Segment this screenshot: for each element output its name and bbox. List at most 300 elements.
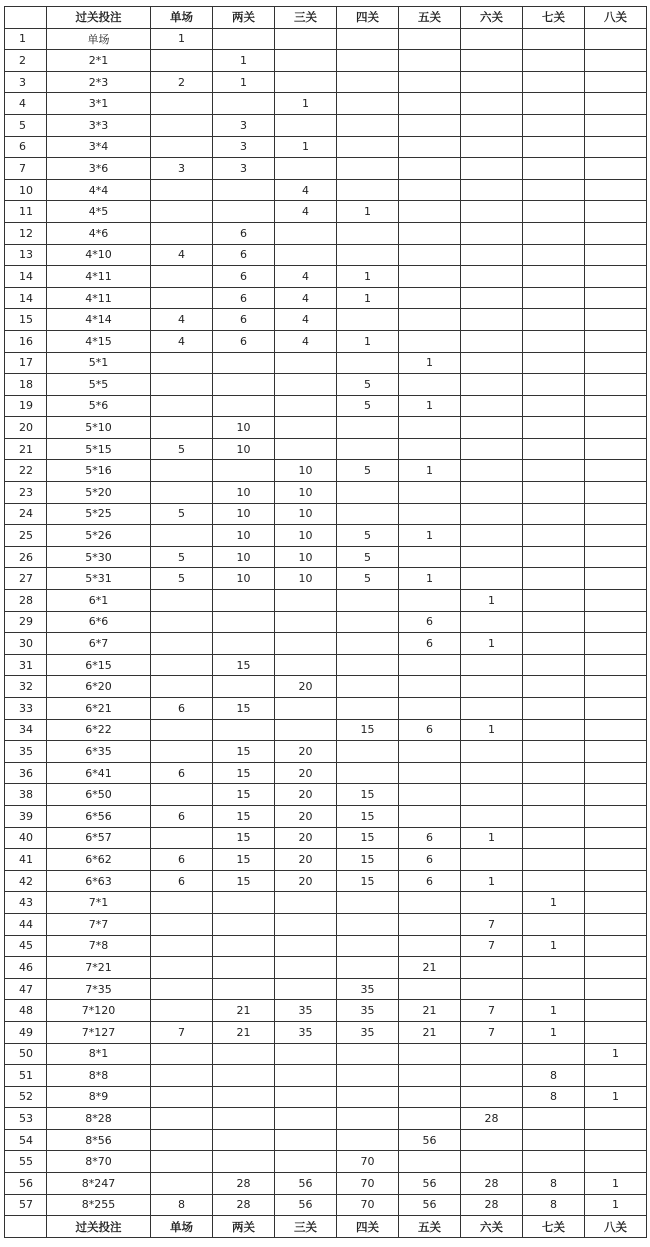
table-row (5, 784, 647, 806)
count-cell (275, 28, 337, 50)
count-cell: 5 (151, 568, 213, 590)
count-cell (461, 805, 523, 827)
count-cell: 4 (151, 309, 213, 331)
count-cell (461, 179, 523, 201)
parlay-type-cell: 6*50 (47, 784, 151, 806)
count-cell (213, 590, 275, 612)
count-cell (523, 698, 585, 720)
row-index-cell: 14 (5, 287, 47, 309)
count-cell: 10 (213, 438, 275, 460)
count-cell (399, 179, 461, 201)
count-cell (337, 935, 399, 957)
count-cell (585, 1000, 647, 1022)
count-cell (523, 568, 585, 590)
count-cell (523, 287, 585, 309)
count-cell (461, 1065, 523, 1087)
count-cell: 35 (337, 1000, 399, 1022)
count-cell: 1 (275, 93, 337, 115)
count-cell: 8 (523, 1194, 585, 1216)
count-cell: 20 (275, 741, 337, 763)
count-cell (399, 503, 461, 525)
count-cell (275, 913, 337, 935)
row-index-cell: 16 (5, 330, 47, 352)
table-row (5, 525, 647, 547)
count-cell (151, 482, 213, 504)
count-cell (585, 913, 647, 935)
count-cell (585, 1065, 647, 1087)
count-cell (461, 395, 523, 417)
count-cell (585, 201, 647, 223)
count-cell: 1 (585, 1043, 647, 1065)
count-cell (337, 222, 399, 244)
count-cell (399, 741, 461, 763)
count-cell (151, 892, 213, 914)
count-cell (585, 698, 647, 720)
parlay-type-cell: 4*4 (47, 179, 151, 201)
table-row (5, 244, 647, 266)
count-cell (523, 654, 585, 676)
count-cell (399, 158, 461, 180)
parlay-type-cell: 4*5 (47, 201, 151, 223)
count-cell: 8 (151, 1194, 213, 1216)
count-cell (151, 1065, 213, 1087)
parlay-type-cell: 8*255 (47, 1194, 151, 1216)
count-cell: 15 (337, 849, 399, 871)
parlay-type-cell: 6*21 (47, 698, 151, 720)
header-cell-parlay: 过关投注 (47, 7, 151, 29)
count-cell (275, 158, 337, 180)
count-cell (523, 309, 585, 331)
count-cell (461, 957, 523, 979)
count-cell (275, 935, 337, 957)
count-cell (275, 698, 337, 720)
parlay-type-cell: 4*11 (47, 266, 151, 288)
count-cell (275, 114, 337, 136)
row-index-cell: 24 (5, 503, 47, 525)
count-cell (585, 1129, 647, 1151)
count-cell: 6 (399, 719, 461, 741)
count-cell (585, 287, 647, 309)
table-row (5, 201, 647, 223)
count-cell (337, 309, 399, 331)
count-cell (151, 1000, 213, 1022)
row-index-cell: 17 (5, 352, 47, 374)
count-cell (151, 1129, 213, 1151)
count-cell (585, 978, 647, 1000)
count-cell (523, 374, 585, 396)
parlay-type-cell: 7*120 (47, 1000, 151, 1022)
count-cell (585, 460, 647, 482)
row-index-cell: 21 (5, 438, 47, 460)
table-row (5, 1151, 647, 1173)
count-cell (523, 1108, 585, 1130)
row-index-cell: 6 (5, 136, 47, 158)
count-cell (213, 957, 275, 979)
parlay-type-cell: 3*4 (47, 136, 151, 158)
count-cell (275, 417, 337, 439)
table-row (5, 827, 647, 849)
table-row (5, 892, 647, 914)
count-cell: 21 (399, 1000, 461, 1022)
count-cell: 15 (337, 719, 399, 741)
count-cell (523, 158, 585, 180)
count-cell (399, 978, 461, 1000)
parlay-type-cell: 7*127 (47, 1021, 151, 1043)
count-cell (213, 978, 275, 1000)
table-row (5, 374, 647, 396)
count-cell: 35 (337, 1021, 399, 1043)
count-cell (523, 676, 585, 698)
count-cell (523, 719, 585, 741)
count-cell (399, 28, 461, 50)
count-cell (461, 374, 523, 396)
parlay-type-cell: 7*21 (47, 957, 151, 979)
table-row (5, 676, 647, 698)
count-cell (151, 1043, 213, 1065)
count-cell (585, 482, 647, 504)
count-cell (275, 957, 337, 979)
count-cell (151, 611, 213, 633)
footer-cell-five: 五关 (399, 1216, 461, 1238)
row-index-cell: 25 (5, 525, 47, 547)
table-row (5, 590, 647, 612)
count-cell (213, 611, 275, 633)
count-cell (399, 698, 461, 720)
row-index-cell: 53 (5, 1108, 47, 1130)
count-cell (523, 1043, 585, 1065)
parlay-type-cell: 7*7 (47, 913, 151, 935)
table-row (5, 287, 647, 309)
count-cell: 28 (461, 1173, 523, 1195)
count-cell (213, 460, 275, 482)
count-cell (523, 611, 585, 633)
count-cell (461, 309, 523, 331)
count-cell (213, 719, 275, 741)
row-index-cell: 5 (5, 114, 47, 136)
count-cell (399, 676, 461, 698)
row-index-cell: 23 (5, 482, 47, 504)
count-cell (461, 93, 523, 115)
count-cell (151, 913, 213, 935)
count-cell (585, 568, 647, 590)
count-cell: 28 (213, 1173, 275, 1195)
row-index-cell: 33 (5, 698, 47, 720)
count-cell (461, 503, 523, 525)
count-cell: 6 (151, 849, 213, 871)
count-cell: 15 (213, 784, 275, 806)
footer-cell-six: 六关 (461, 1216, 523, 1238)
footer-cell-three: 三关 (275, 1216, 337, 1238)
count-cell (585, 244, 647, 266)
table-row (5, 1194, 647, 1216)
count-cell (399, 287, 461, 309)
count-cell (399, 654, 461, 676)
count-cell (523, 330, 585, 352)
count-cell (213, 1108, 275, 1130)
count-cell: 10 (213, 503, 275, 525)
count-cell (585, 309, 647, 331)
count-cell (275, 892, 337, 914)
count-cell (337, 244, 399, 266)
count-cell (337, 654, 399, 676)
table-row (5, 136, 647, 158)
count-cell: 15 (337, 784, 399, 806)
parlay-type-cell: 5*1 (47, 352, 151, 374)
count-cell (585, 374, 647, 396)
count-cell (337, 114, 399, 136)
count-cell (151, 1086, 213, 1108)
count-cell (523, 71, 585, 93)
count-cell (337, 179, 399, 201)
count-cell: 4 (275, 266, 337, 288)
count-cell (275, 374, 337, 396)
count-cell (151, 827, 213, 849)
count-cell (585, 849, 647, 871)
count-cell: 15 (213, 654, 275, 676)
count-cell (523, 438, 585, 460)
table-row (5, 698, 647, 720)
count-cell (275, 1129, 337, 1151)
count-cell: 10 (213, 568, 275, 590)
count-cell (461, 1086, 523, 1108)
count-cell (337, 71, 399, 93)
count-cell (275, 50, 337, 72)
count-cell (399, 590, 461, 612)
count-cell (275, 1043, 337, 1065)
count-cell (523, 762, 585, 784)
table-row (5, 1000, 647, 1022)
row-index-cell: 36 (5, 762, 47, 784)
count-cell (337, 1065, 399, 1087)
row-index-cell: 4 (5, 93, 47, 115)
row-index-cell: 44 (5, 913, 47, 935)
count-cell: 5 (337, 546, 399, 568)
footer-cell-parlay: 过关投注 (47, 1216, 151, 1238)
parlay-type-cell: 3*1 (47, 93, 151, 115)
parlay-type-cell: 5*6 (47, 395, 151, 417)
parlay-type-cell: 6*1 (47, 590, 151, 612)
count-cell (151, 222, 213, 244)
count-cell (337, 633, 399, 655)
count-cell (399, 50, 461, 72)
count-cell: 10 (275, 503, 337, 525)
count-cell (151, 114, 213, 136)
footer-cell-seven: 七关 (523, 1216, 585, 1238)
parlay-type-cell: 8*56 (47, 1129, 151, 1151)
count-cell: 3 (213, 158, 275, 180)
table-row (5, 1086, 647, 1108)
count-cell: 35 (275, 1021, 337, 1043)
count-cell (585, 633, 647, 655)
parlay-type-cell: 4*15 (47, 330, 151, 352)
count-cell: 6 (151, 762, 213, 784)
count-cell: 7 (461, 935, 523, 957)
count-cell (399, 222, 461, 244)
count-cell: 3 (213, 136, 275, 158)
row-index-cell: 30 (5, 633, 47, 655)
row-index-cell: 32 (5, 676, 47, 698)
table-row (5, 114, 647, 136)
count-cell (585, 330, 647, 352)
row-index-cell: 41 (5, 849, 47, 871)
parlay-type-cell: 8*247 (47, 1173, 151, 1195)
count-cell (151, 784, 213, 806)
count-cell (585, 546, 647, 568)
count-cell: 1 (275, 136, 337, 158)
count-cell (585, 805, 647, 827)
count-cell (461, 28, 523, 50)
count-cell (399, 482, 461, 504)
count-cell (461, 438, 523, 460)
count-cell: 15 (213, 762, 275, 784)
count-cell (585, 957, 647, 979)
row-index-cell: 34 (5, 719, 47, 741)
count-cell: 20 (275, 870, 337, 892)
count-cell: 28 (461, 1108, 523, 1130)
count-cell (275, 611, 337, 633)
count-cell (213, 201, 275, 223)
count-cell (275, 719, 337, 741)
parlay-type-cell: 8*9 (47, 1086, 151, 1108)
row-index-cell: 55 (5, 1151, 47, 1173)
row-index-cell: 14 (5, 266, 47, 288)
count-cell (213, 395, 275, 417)
header-cell-seven: 七关 (523, 7, 585, 29)
row-index-cell: 1 (5, 28, 47, 50)
count-cell: 6 (399, 849, 461, 871)
count-cell (585, 762, 647, 784)
count-cell (523, 352, 585, 374)
count-cell (523, 179, 585, 201)
count-cell: 1 (399, 460, 461, 482)
count-cell: 15 (213, 849, 275, 871)
table-row (5, 438, 647, 460)
table-row (5, 417, 647, 439)
count-cell (523, 827, 585, 849)
row-index-cell: 11 (5, 201, 47, 223)
parlay-type-cell: 8*70 (47, 1151, 151, 1173)
count-cell (585, 654, 647, 676)
count-cell: 1 (461, 590, 523, 612)
footer-row (5, 1216, 647, 1238)
count-cell: 1 (337, 201, 399, 223)
count-cell (399, 438, 461, 460)
count-cell (585, 1021, 647, 1043)
count-cell: 1 (461, 719, 523, 741)
count-cell (523, 633, 585, 655)
table-row (5, 179, 647, 201)
header-cell-five: 五关 (399, 7, 461, 29)
count-cell (585, 136, 647, 158)
count-cell (523, 395, 585, 417)
row-index-cell: 51 (5, 1065, 47, 1087)
count-cell: 1 (151, 28, 213, 50)
count-cell (523, 114, 585, 136)
count-cell (523, 978, 585, 1000)
row-index-cell: 39 (5, 805, 47, 827)
count-cell (585, 784, 647, 806)
row-index-cell: 38 (5, 784, 47, 806)
count-cell (337, 698, 399, 720)
count-cell (461, 114, 523, 136)
parlay-type-cell: 单场 (47, 28, 151, 50)
parlay-type-cell: 7*35 (47, 978, 151, 1000)
count-cell: 15 (337, 827, 399, 849)
count-cell: 4 (151, 330, 213, 352)
count-cell: 8 (523, 1173, 585, 1195)
table-row (5, 719, 647, 741)
count-cell (213, 913, 275, 935)
count-cell: 10 (213, 546, 275, 568)
count-cell (399, 244, 461, 266)
count-cell: 6 (213, 309, 275, 331)
count-cell (461, 244, 523, 266)
count-cell (523, 870, 585, 892)
parlay-type-cell: 4*14 (47, 309, 151, 331)
count-cell (461, 71, 523, 93)
count-cell (523, 266, 585, 288)
count-cell (151, 374, 213, 396)
count-cell (151, 719, 213, 741)
count-cell: 1 (461, 633, 523, 655)
table-row (5, 978, 647, 1000)
parlay-type-cell: 6*22 (47, 719, 151, 741)
count-cell: 1 (213, 71, 275, 93)
parlay-type-cell: 6*20 (47, 676, 151, 698)
count-cell (585, 50, 647, 72)
parlay-type-cell: 7*1 (47, 892, 151, 914)
count-cell (399, 374, 461, 396)
table-row (5, 1043, 647, 1065)
count-cell (523, 590, 585, 612)
count-cell (275, 71, 337, 93)
count-cell: 1 (585, 1194, 647, 1216)
count-cell: 21 (213, 1021, 275, 1043)
count-cell (213, 1086, 275, 1108)
count-cell (523, 784, 585, 806)
count-cell: 10 (275, 568, 337, 590)
table-row (5, 1108, 647, 1130)
parlay-type-cell: 5*5 (47, 374, 151, 396)
count-cell: 21 (399, 1021, 461, 1043)
count-cell: 21 (213, 1000, 275, 1022)
row-index-cell: 2 (5, 50, 47, 72)
count-cell (337, 417, 399, 439)
count-cell: 4 (275, 287, 337, 309)
count-cell: 20 (275, 762, 337, 784)
count-cell: 2 (151, 71, 213, 93)
count-cell: 1 (337, 287, 399, 309)
count-cell (399, 805, 461, 827)
table-row (5, 935, 647, 957)
count-cell: 15 (213, 805, 275, 827)
count-cell (585, 1151, 647, 1173)
row-index-cell: 26 (5, 546, 47, 568)
count-cell (213, 1151, 275, 1173)
count-cell (213, 892, 275, 914)
count-cell (585, 352, 647, 374)
header-cell-three: 三关 (275, 7, 337, 29)
count-cell: 6 (213, 287, 275, 309)
table-row (5, 352, 647, 374)
table-row (5, 1173, 647, 1195)
table-row (5, 762, 647, 784)
count-cell: 10 (275, 460, 337, 482)
row-index-cell: 56 (5, 1173, 47, 1195)
count-cell: 35 (275, 1000, 337, 1022)
count-cell (523, 741, 585, 763)
table-row (5, 503, 647, 525)
